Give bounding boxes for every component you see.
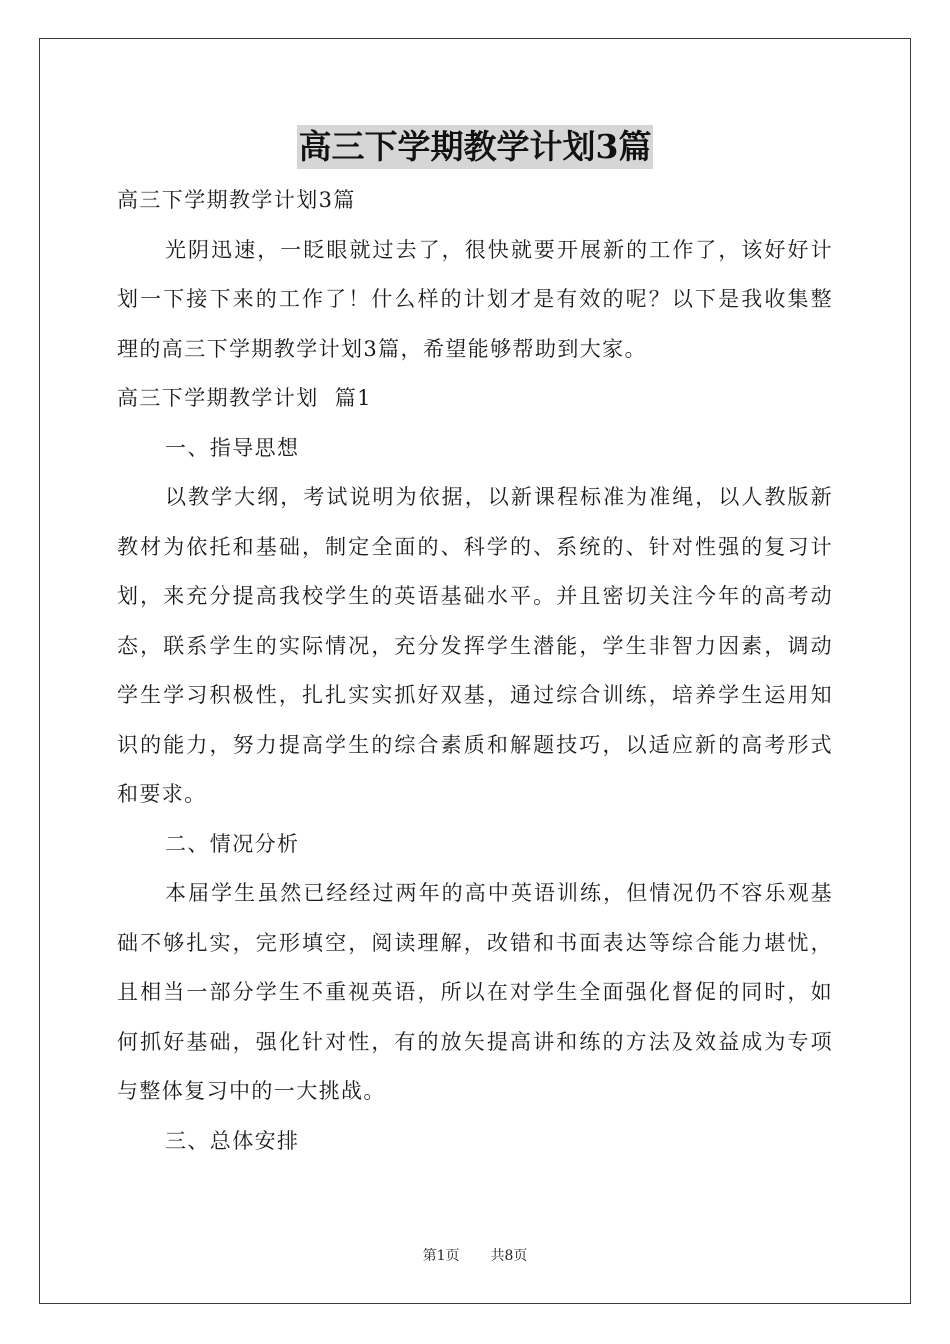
heading-overall-arrangement: 三、总体安排 (165, 1128, 300, 1153)
paragraph-guiding-ideology: 以教学大纲，考试说明为依据，以新课程标准为准绳，以人教版新教材为依托和基础，制定全面的、科学的、系统的、针对性强的复习计划，来充分提高我校学生的英语基础水平。并且密切关注今年的高考动态，联系学生的实际情况，充分发挥学生潜能，学生非智力因素，调动学生学习积极性，扎扎实实抓好双基，通过综合训练，培养学生运用知识的能力，努力提高学生的综合素质和解题技巧，以适应新的高考形式和要求。 (117, 485, 833, 806)
heading-situation-analysis: 二、情况分析 (165, 831, 300, 856)
total-pages: 共8页 (490, 1248, 528, 1264)
page-number: 第1页 (422, 1248, 460, 1264)
subtitle: 高三下学期教学计划3篇 (117, 188, 356, 212)
paragraph-situation-analysis: 本届学生虽然已经经过两年的高中英语训练，但情况仍不容乐观基础不够扎实，完形填空，阅读理解，改错和书面表达等综合能力堪忧，且相当一部分学生不重视英语，所以在对学生全面强化督促的同时，如何抓好基础，强化针对性，有的放矢提高讲和练的方法及效益成为专项与整体复习中的一大挑战。 (117, 881, 833, 1103)
document-title: 高三下学期教学计划3篇 (297, 125, 654, 169)
document-body (117, 176, 833, 1166)
section-heading: 高三下学期教学计划 篇1 (117, 386, 372, 410)
title-container (0, 125, 950, 169)
page-footer (0, 1245, 950, 1265)
heading-guiding-ideology: 一、指导思想 (165, 435, 300, 460)
intro-paragraph: 光阴迅速，一眨眼就过去了，很快就要开展新的工作了，该好好计划一下接下来的工作了！什么样的计划才是有效的呢？以下是我收集整理的高三下学期教学计划3篇，希望能够帮助到大家。 (117, 237, 833, 361)
